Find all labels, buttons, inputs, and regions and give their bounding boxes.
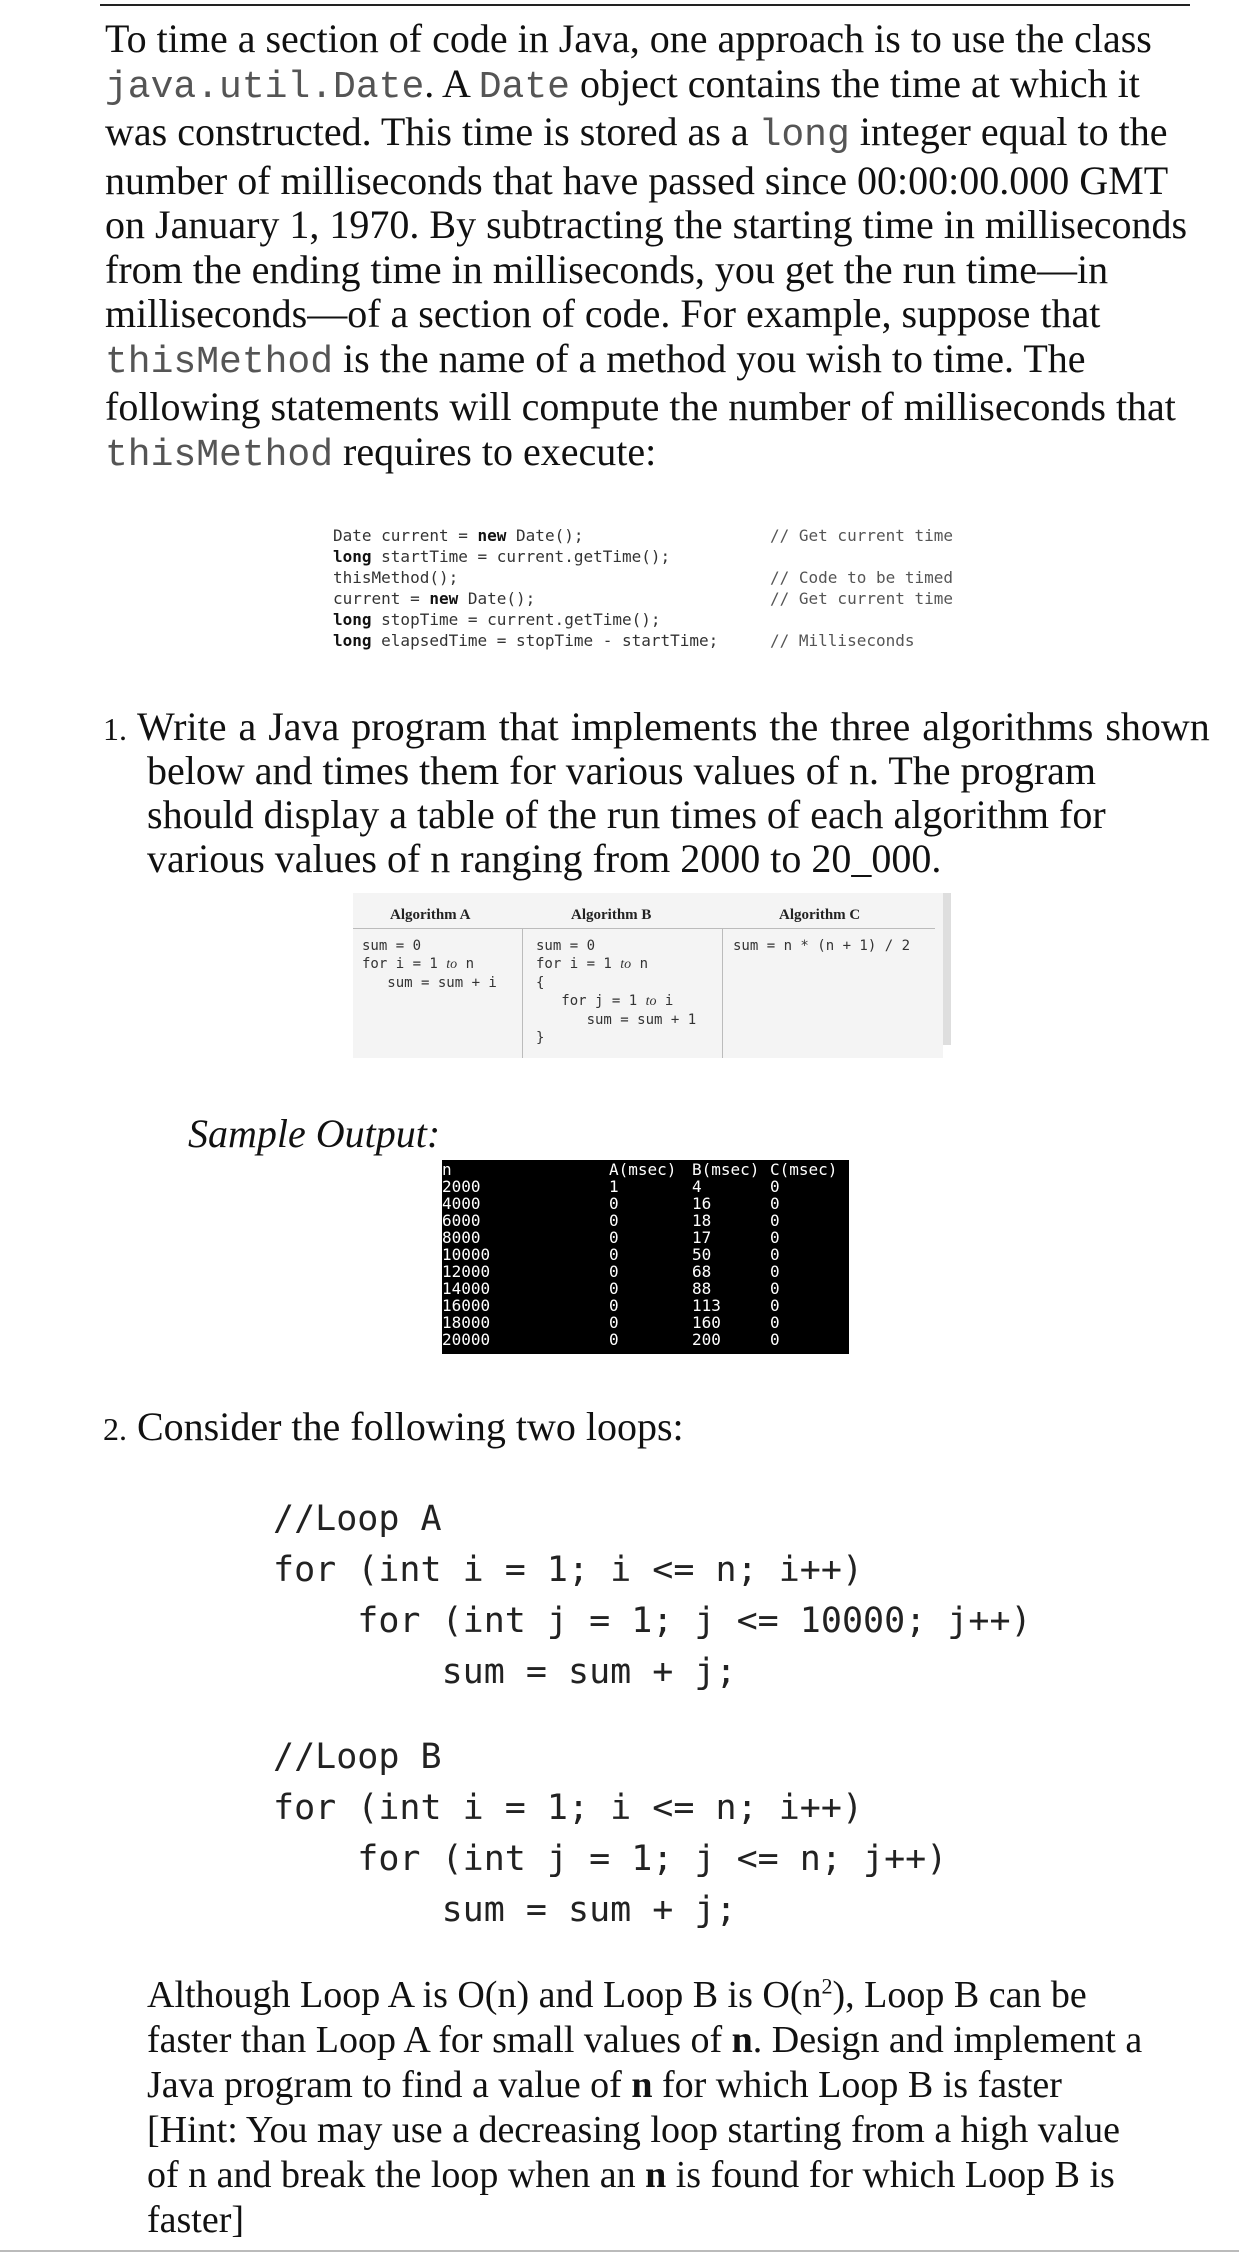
inline-code: long xyxy=(758,114,850,157)
algorithm-line: { xyxy=(536,975,545,991)
console-col-n xyxy=(442,1161,490,1348)
console-cell: 18 xyxy=(692,1211,712,1230)
closing-line-1 xyxy=(147,1973,1232,2018)
console-cell: 6000 xyxy=(442,1211,481,1230)
console-cell: 88 xyxy=(692,1279,712,1298)
console-cell: 50 xyxy=(692,1245,712,1264)
console-cell: 0 xyxy=(609,1296,619,1315)
console-cell: 0 xyxy=(770,1279,780,1298)
console-cell: 18000 xyxy=(442,1313,491,1332)
algorithm-line: sum = sum + i xyxy=(362,975,497,991)
algorithm-c-code xyxy=(733,937,910,955)
intro-text: following statements will compute the number of milliseconds that xyxy=(105,384,1176,429)
console-col-b xyxy=(692,1161,759,1348)
console-header: n xyxy=(442,1160,452,1179)
console-cell: 0 xyxy=(609,1279,619,1298)
closing-line-5-text: of n and break the loop when an xyxy=(147,2154,646,2196)
intro-line xyxy=(105,62,1225,111)
console-cell: 16 xyxy=(692,1194,712,1213)
code-line: thisMethod(); xyxy=(333,568,459,587)
console-header: B(msec) xyxy=(692,1160,760,1179)
loop-code-line: sum = sum + j; xyxy=(273,1652,737,1692)
sample-output-label: Sample Output: xyxy=(188,1111,441,1156)
console-cell: 12000 xyxy=(442,1262,491,1281)
intro-text: on January 1, 1970. By subtracting the starting time in milliseconds xyxy=(105,202,1188,247)
timing-code-comments xyxy=(770,525,953,651)
table-shadow xyxy=(943,893,951,1045)
loop-code-line: for (int i = 1; i <= n; i++) xyxy=(273,1550,864,1590)
exponent: 2 xyxy=(821,1973,833,1999)
closing-line-3-end: for which Loop B is faster xyxy=(652,2064,1062,2106)
closing-line-2-end: . Design and implement a xyxy=(752,2019,1143,2061)
algorithm-b-code xyxy=(536,937,696,1047)
console-cell: 17 xyxy=(692,1228,712,1247)
algorithm-line: sum = n * (n + 1) / 2 xyxy=(733,938,911,954)
console-cell: 20000 xyxy=(442,1330,491,1349)
code-comment: // Get current time xyxy=(770,589,954,608)
closing-line-1-text: Although Loop A is O(n) and Loop B is O(n xyxy=(147,1974,822,2016)
code-comment: // Milliseconds xyxy=(770,631,915,650)
column-divider-1 xyxy=(522,928,523,1058)
bottom-rule xyxy=(0,2250,1239,2252)
bold-n: n xyxy=(731,2019,753,2061)
timing-code-block xyxy=(333,525,718,651)
intro-text: from the ending time in milliseconds, you get the run time—in xyxy=(105,246,1109,292)
intro-text: . A xyxy=(424,60,479,106)
code-comment xyxy=(770,546,953,567)
console-cell: 0 xyxy=(770,1245,780,1264)
console-cell: 0 xyxy=(770,1296,780,1315)
console-cell: 8000 xyxy=(442,1228,481,1247)
header-algorithm-c: Algorithm C xyxy=(779,907,861,923)
closing-line-5-end: is found for which Loop B is xyxy=(666,2154,1115,2196)
inline-code: thisMethod xyxy=(105,340,334,384)
bold-n: n xyxy=(631,2064,653,2106)
intro-text: is the name of a method you wish to time. The xyxy=(333,335,1086,381)
console-cell: 16000 xyxy=(442,1296,491,1315)
intro-line xyxy=(105,248,1225,293)
intro-text: requires to execute: xyxy=(333,428,657,474)
code-comment: // Get current time xyxy=(770,526,954,545)
question-1-line-2: below and times them for various values of n. The program xyxy=(147,748,1097,793)
console-cell: 0 xyxy=(609,1228,619,1247)
console-cell: 0 xyxy=(609,1194,619,1213)
console-cell: 4 xyxy=(692,1177,702,1196)
console-cell: 200 xyxy=(692,1330,721,1349)
console-cell: 0 xyxy=(770,1194,780,1213)
intro-line xyxy=(105,292,1225,337)
closing-line-1-end: ), Loop B can be xyxy=(832,1974,1087,2016)
console-cell: 2000 xyxy=(442,1177,481,1196)
closing-line-3-text: Java program to find a value of xyxy=(147,2064,632,2106)
console-header: C(msec) xyxy=(770,1160,838,1179)
bold-n: n xyxy=(645,2154,667,2196)
inline-code: thisMethod xyxy=(105,433,334,477)
question-1-line-3: should display a table of the run times of each algorithm for xyxy=(147,792,1106,837)
console-cell: 0 xyxy=(609,1211,619,1230)
header-algorithm-a: Algorithm A xyxy=(390,907,471,923)
loop-b-code xyxy=(273,1732,947,1936)
code-line: long elapsedTime = stopTime - startTime; xyxy=(333,631,719,650)
header-algorithm-b: Algorithm B xyxy=(571,907,652,923)
algorithm-line: sum = 0 xyxy=(362,938,422,954)
intro-paragraph xyxy=(105,17,1225,478)
algorithm-line: } xyxy=(536,1030,545,1046)
console-cell: 0 xyxy=(609,1245,619,1264)
algorithm-line: for i = 1 to n xyxy=(362,956,475,972)
console-cell: 68 xyxy=(692,1262,712,1281)
closing-line-5 xyxy=(147,2153,1232,2198)
question-2 xyxy=(103,1405,684,1451)
loop-a-code xyxy=(273,1494,1032,1698)
algorithm-a-code xyxy=(362,937,497,992)
code-line: current = new Date(); xyxy=(333,589,536,608)
intro-line xyxy=(105,110,1225,159)
code-line: long startTime = current.getTime(); xyxy=(333,547,671,566)
closing-paragraph xyxy=(147,1973,1232,2243)
console-cell: 4000 xyxy=(442,1194,481,1213)
algorithm-line: sum = sum + 1 xyxy=(536,1012,697,1028)
console-cell: 0 xyxy=(609,1313,619,1332)
console-cell: 0 xyxy=(770,1228,780,1247)
top-rule xyxy=(100,4,1190,6)
algorithm-line: for i = 1 to n xyxy=(536,956,649,972)
console-col-c xyxy=(770,1161,837,1348)
question-1-number: 1. xyxy=(103,711,127,747)
loop-code-line: for (int j = 1; j <= 10000; j++) xyxy=(273,1601,1032,1641)
console-header: A(msec) xyxy=(609,1160,677,1179)
loop-code-line: sum = sum + j; xyxy=(273,1890,737,1930)
console-cell: 0 xyxy=(770,1177,780,1196)
inline-code: java.util.Date xyxy=(105,65,425,109)
console-cell: 0 xyxy=(770,1211,780,1230)
closing-line-2 xyxy=(147,2018,1232,2063)
question-2-number: 2. xyxy=(103,1411,127,1447)
code-line: Date current = new Date(); xyxy=(333,526,584,545)
algorithms-table xyxy=(353,893,943,1058)
closing-line-4: [Hint: You may use a decreasing loop starting from a high value xyxy=(147,2109,1121,2151)
loop-code-line: //Loop A xyxy=(273,1499,442,1539)
header-divider xyxy=(353,928,935,929)
question-1-line-4: various values of n ranging from 2000 to 20_000. xyxy=(147,836,942,881)
console-cell: 0 xyxy=(770,1262,780,1281)
intro-line xyxy=(105,17,1225,62)
question-1-line-1: Write a Java program that implements the three algorithms shown xyxy=(137,704,1210,749)
console-col-a xyxy=(609,1161,676,1348)
code-line: long stopTime = current.getTime(); xyxy=(333,610,661,629)
intro-line xyxy=(105,385,1225,430)
closing-line-6: faster] xyxy=(147,2199,245,2241)
loop-code-line: for (int i = 1; i <= n; i++) xyxy=(273,1788,864,1828)
closing-line-2-text: faster than Loop A for small values of xyxy=(147,2019,732,2061)
code-comment: // Code to be timed xyxy=(770,568,954,587)
sample-output-console xyxy=(442,1160,849,1354)
intro-line xyxy=(105,159,1225,204)
algorithm-line: sum = 0 xyxy=(536,938,596,954)
inline-code: Date xyxy=(478,65,570,109)
question-1 xyxy=(103,705,1210,751)
closing-line-3 xyxy=(147,2063,1232,2108)
intro-line xyxy=(105,430,1225,479)
algorithm-line: for j = 1 to i xyxy=(536,993,674,1009)
intro-text: To time a section of code in Java, one approach is to use the class xyxy=(105,16,1152,61)
code-comment xyxy=(770,609,953,630)
console-cell: 113 xyxy=(692,1296,721,1315)
console-cell: 0 xyxy=(609,1262,619,1281)
console-cell: 0 xyxy=(609,1330,619,1349)
intro-text: was constructed. This time is stored as a xyxy=(105,109,759,154)
console-cell: 0 xyxy=(770,1330,780,1349)
question-2-text: Consider the following two loops: xyxy=(137,1404,684,1449)
loop-code-line: for (int j = 1; j <= n; j++) xyxy=(273,1839,948,1879)
console-cell: 160 xyxy=(692,1313,721,1332)
console-cell: 14000 xyxy=(442,1279,491,1298)
console-cell: 0 xyxy=(770,1313,780,1332)
intro-text: integer equal to the xyxy=(849,109,1168,154)
intro-line xyxy=(105,337,1225,386)
column-divider-2 xyxy=(722,928,723,1058)
intro-text: number of milliseconds that have passed since 00:00:00.000 GMT xyxy=(105,157,1169,203)
intro-line xyxy=(105,203,1225,248)
console-cell: 10000 xyxy=(442,1245,491,1264)
console-cell: 1 xyxy=(609,1177,619,1196)
intro-text: object contains the time at which it xyxy=(569,60,1140,106)
loop-code-line: //Loop B xyxy=(273,1737,442,1777)
intro-text: milliseconds—of a section of code. For example, suppose that xyxy=(105,291,1101,336)
